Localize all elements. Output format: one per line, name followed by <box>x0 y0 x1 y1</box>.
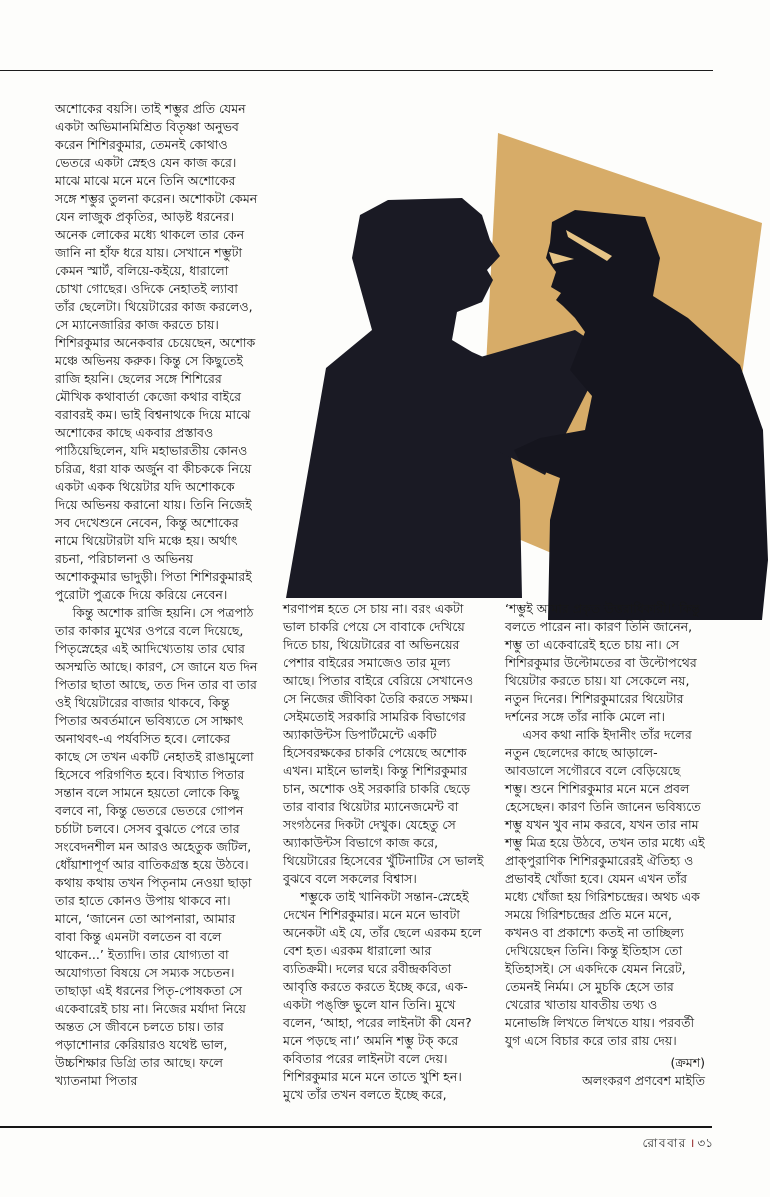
body-paragraph: অশোকের বয়সি। তাই শম্ভুর প্রতি যেমন একটা অভিমানমিশ্রিত বিতৃষ্ণা অনুভব করেন শিশিরকুমার, তেমনই কোথাও ভেতরে একটা স্নেহও যেন কাজ করে। মাঝে মাঝে মনে মনে তিনি অশোকের সঙ্গে শম্ভুর তুলনা করেন। অশোকটা কেমন যেন লাজুক প্রকৃতির, আড়ষ্ট ধরনের। অনেক লোকের মধ্যে থাকলে তার কেন জানি না হাঁফ ধরে যায়। সেখানে শম্ভুটা কেমন স্মার্ট, বলিয়ে-কইয়ে, ধারালো চোখা গোছের। ওদিকে নেহাতই ল্যাবা তাঁর ছেলেটা। থিয়েটারের কাজ করলেও, সে ম্যানেজারির কাজ করতে চায়। শিশিরকুমার অনেকবার চেয়েছেন, অশোক মঞ্চে অভিনয় করুক। কিন্তু সে কিছুতেই রাজি হয়নি। ছেলের সঙ্গে শিশিরের মৌখিক কথাবার্তা কেজো কথার বাইরে বরাবরই কম। ভাই বিশ্বনাথকে দিয়ে মাঝে অশোকের কাছে একবার প্রস্তাবও পাঠিয়েছিলেন, যদি মহাভারতীয় কোনও চরিত্র, ধরা যাক অর্জুন বা কীচককে নিয়ে একটা একক থিয়েটার যদি অশোককে দিয়ে অভিনয় করানো যায়। তিনি নিজেই সব দেখেশুনে নেবেন, কিন্তু অশোকের নামে থিয়েটারটা যদি মঞ্চে হয়। অর্থাৎ রচনা, পরিচালনা ও অভিনয় অশোককুমার ভাদুড়ী। পিতা শিশিরকুমারই পুরোটা পুত্রকে দিয়ে করিয়ে নেবেন। <box>55 101 258 602</box>
footer-separator: । <box>689 1136 695 1150</box>
magazine-name: রোববার <box>642 1136 687 1150</box>
papercut-illustration <box>270 72 770 620</box>
page-footer <box>0 1134 713 1155</box>
text-column-right <box>505 600 705 1090</box>
text-column-left <box>55 100 258 1090</box>
body-paragraph: ‘শম্ভুই আমার প্রকৃত উত্তরাধিকারী।’ কিন্তু বলতে পারেন না। কারণ তিনি জানেন, শম্ভু তা একেবারেই হতে চায় না। সে শিশিরকুমার উল্টোমতের বা উল্টোপথের থিয়েটার করতে চায়। যা সেকেলে নয়, নতুন দিনের। শিশিরকুমারের থিয়েটার দর্শনের সঙ্গে তাঁর নাকি মেলে না। <box>505 601 701 724</box>
page-number: ৩১ <box>697 1136 713 1150</box>
bottom-rule-divider <box>0 1126 712 1128</box>
body-paragraph: কিন্তু অশোক রাজি হয়নি। সে পত্রপাঠ তার কাকার মুখের ওপরে বলে দিয়েছে, পিতৃস্নেহের এই আদিখ্যেতায় তার ঘোর অসম্মতি আছে। কারণ, সে জানে যত দিন পিতার ছাতা আছে, তত দিন তার বা তার ওই থিয়েটারের বাজার থাকবে, কিন্তু পিতার অবর্তমানে ভবিষ্যতে সে সাক্ষাৎ অনাথবৎ-এ পর্যবসিত হবে। লোকের কাছে সে তখন একটি নেহাতই রাঙামুলো হিসেবে পরিগণিত হবে। বিখ্যাত পিতার সন্তান বলে সামনে হয়তো লোকে কিছু বলবে না, কিন্তু ভেতরে ভেতরে গোপন চর্চাটা চলবে। সেসব বুঝতে পেরে তার সংবেদনশীল মন আরও অহেতুক জটিল, ধোঁয়াশাপূর্ণ আর বাতিকগ্রস্ত হয়ে উঠবে। কথায় কথায় তখন পিতৃনাম নেওয়া ছাড়া তার হাতে কোনও উপায় থাকবে না। মানে, ‘জানেন তো আপনারা, আমার বাবা কিন্তু এমনটা বলতেন বা বলে থাকেন...’ ইত্যাদি। তার যোগ্যতা বা অযোগ্যতা বিষয়ে সে সম্যক সচেতন। তাছাড়া এই ধরনের পিতৃ-পোষকতা সে একেবারেই চায় না। নিজের মর্যাদা নিয়ে অন্তত সে জীবনে চলতে চায়। তার পড়াশোনার কেরিয়ারও যথেষ্ট ভাল, উচ্চশিক্ষার ডিগ্রি তার আছে। ফলে খ্যাতনামা পিতার <box>55 605 258 1088</box>
body-paragraph: শরণাপন্ন হতে সে চায় না। বরং একটা ভাল চাকরি পেয়ে সে বাবাকে দেখিয়ে দিতে চায়, থিয়েটারের বা অভিনয়ের পেশার বাইরের সমাজেও তার মূল্য আছে। পিতার বাইরে বেরিয়ে সেখানেও সে নিজের জীবিকা তৈরি করতে সক্ষম। সেইমতোই সরকারি সামরিক বিভাগের অ্যাকাউন্টস ডিপার্টমেন্টে একটি হিসেবরক্ষকের চাকরি পেয়েছে অশোক এখন। মাইনে ভালই। কিন্তু শিশিরকুমার চান, অশোক ওই সরকারি চাকরি ছেড়ে তার বাবার থিয়েটার ম্যানেজমেন্ট বা সংগঠনের দিকটা দেখুক। যেহেতু সে অ্যাকাউন্টস বিভাগে কাজ করে, থিয়েটারের হিসেবের খুঁটিনাটির সে ভালই বুঝবে বলে সকলের বিশ্বাস। <box>283 601 484 886</box>
body-paragraph: শম্ভুকে তাই খানিকটা সন্তান-স্নেহেই দেখেন শিশিরকুমার। মনে মনে ভাবটা অনেকটা এই যে, তাঁর ছেলে এরকম হলে বেশ হত। এরকম ধারালো আর ব্যতিক্রমী। দলের ঘরে রবীন্দ্রকবিতা আবৃত্তি করতে করতে ইচ্ছে করে, এক-একটা পঙ্‌ক্তি ভুলে যান তিনি। মুখে বলেন, ‘আহা, পরের লাইনটা কী যেন? মনে পড়ছে না।’ অমনি শম্ভু টক্‌ করে কবিতার পরের লাইনটা বলে দেয়। শিশিরকুমার মনে মনে তাতে খুশি হন। মুখে তাঁর তখন বলতে ইচ্ছে করে, <box>283 889 482 1102</box>
to-be-continued-marker: (ক্রমশ) <box>670 1055 705 1070</box>
illustration-credit: অলংকরণ প্রণবেশ মাইতি <box>582 1073 705 1088</box>
body-paragraph: এসব কথা নাকি ইদানীং তাঁর দলের নতুন ছেলেদের কাছে আড়ালে-আবডালে সগৌরবে বলে বেড়িয়েছে শম্ভু। শুনে শিশিরকুমার মনে মনে প্রবল হেসেছেন। কারণ তিনি জানেন ভবিষ্যতে শম্ভু যখন খুব নাম করবে, যখন তার নাম শম্ভু মিত্র হয়ে উঠবে, তখন তার মধ্যে এই প্রাক্‌পুরাণিক শিশিরকুমারেরই ঐতিহ্য ও প্রভাবই খোঁজা হবে। যেমন এখন তাঁর মধ্যে খোঁজা হয় গিরিশচন্দ্রের। অথচ এক সময়ে গিরিশচন্দ্রের প্রতি মনে মনে, কখনও বা প্রকাশ্যে কতই না তাচ্ছিল্য দেখিয়েছেন তিনি। কিন্তু ইতিহাস তো ইতিহাসই। সে একদিকে যেমন নিরেট, তেমনই নির্মম। সে মুচকি হেসে তার খেরোর খাতায় যাবতীয় তথ্য ও মনোভঙ্গি লিখতে লিখতে যায়। পরবর্তী যুগ এসে বিচার করে তার রায় দেয়। <box>505 727 705 1048</box>
top-rule-divider <box>0 70 713 71</box>
text-column-middle <box>283 600 484 1104</box>
